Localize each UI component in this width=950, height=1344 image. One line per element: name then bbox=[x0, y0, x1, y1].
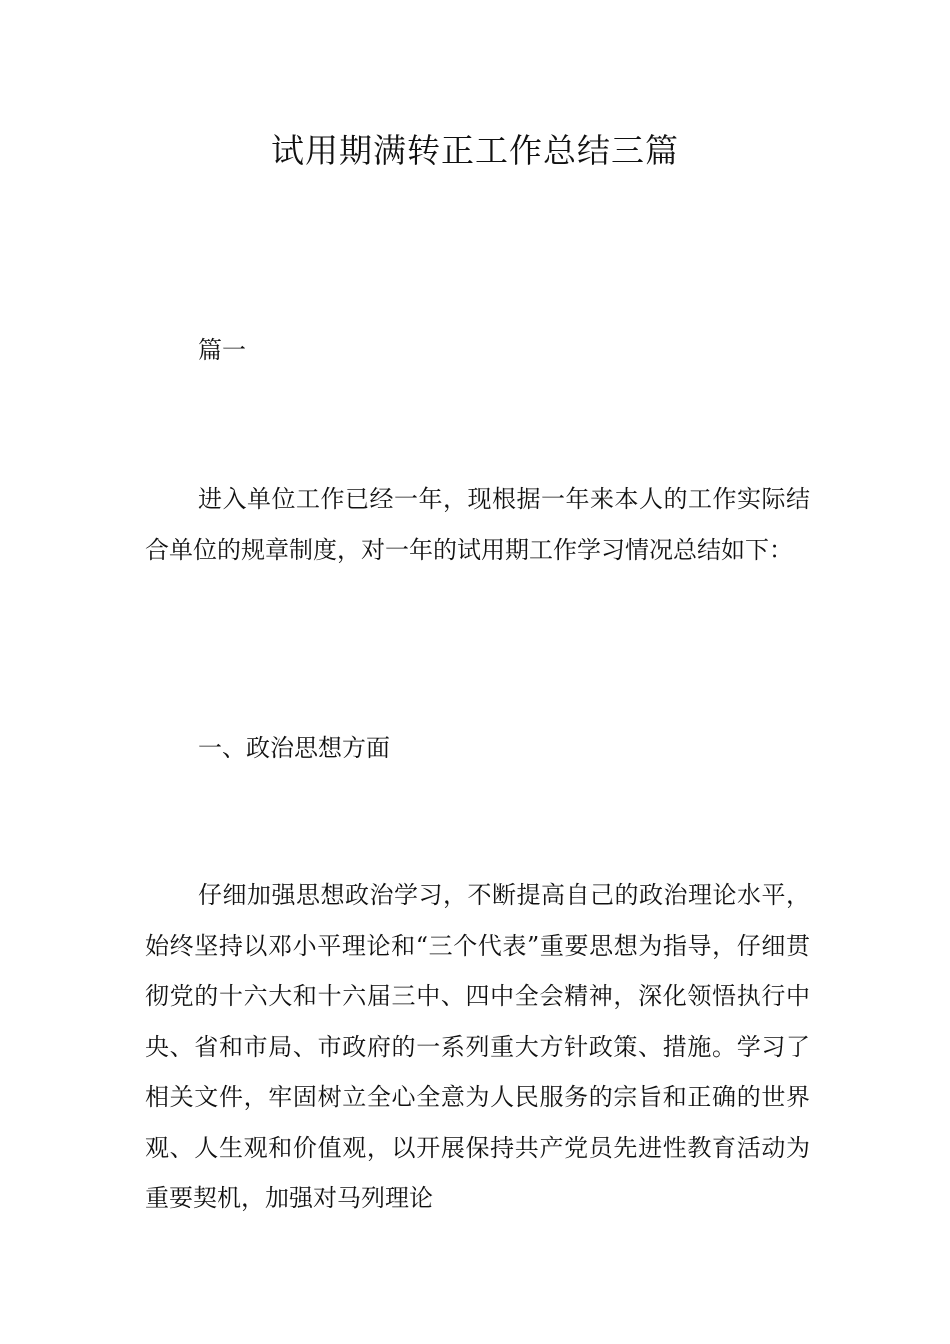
intro-paragraph: 进入单位工作已经一年，现根据一年来本人的工作实际结合单位的规章制度，对一年的试用期工作学习情况总结如下： bbox=[145, 485, 810, 564]
body-paragraph: 仔细加强思想政治学习，不断提高自己的政治理论水平，始终坚持以邓小平理论和“三个代表”重要思想为指导，仔细贯彻党的十六大和十六届三中、四中全会精神，深化领悟执行中央、省和市局、市政府的一系列重大方针政策、措施。学习了相关文件，牢固树立全心全意为人民服务的宗旨和正确的世界观、人生观和价值观，以开展保持共产党员先进性教育活动为重要契机，加强对马列理论 bbox=[145, 881, 810, 1212]
section-heading: 一、政治思想方面 bbox=[198, 734, 390, 762]
document-title: 试用期满转正工作总结三篇 bbox=[271, 131, 679, 170]
part-label: 篇一 bbox=[198, 336, 246, 364]
